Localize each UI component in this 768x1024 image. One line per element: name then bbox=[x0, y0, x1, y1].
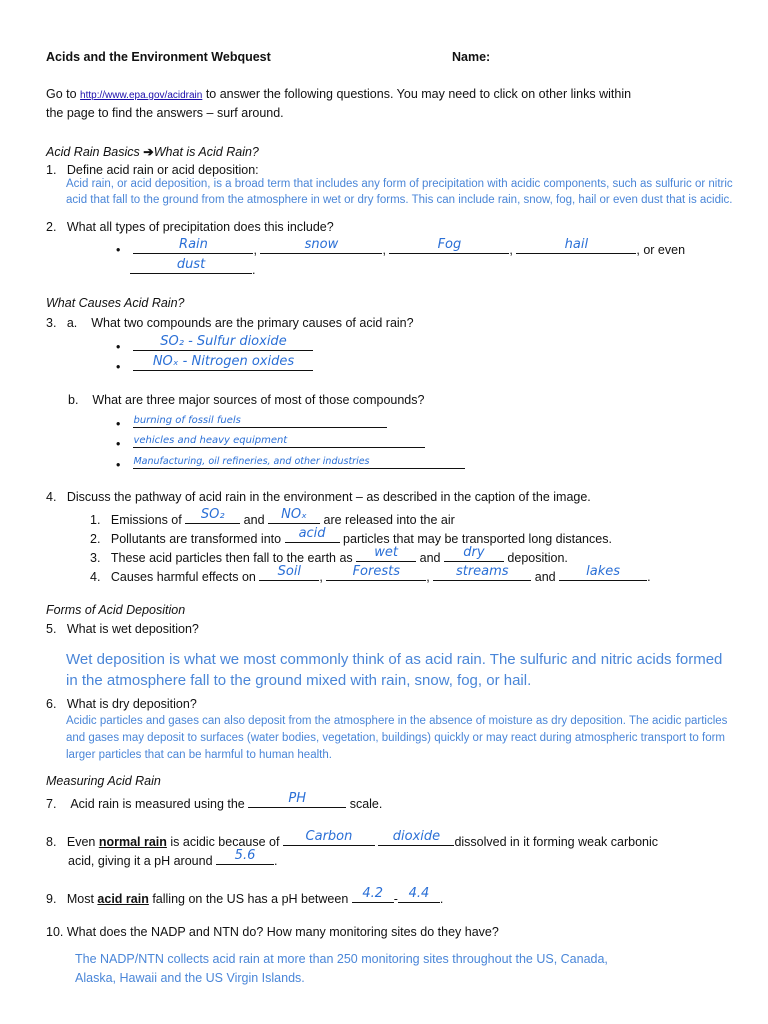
period: . bbox=[439, 892, 444, 906]
q8-text: Even bbox=[66, 835, 99, 849]
q4-answer-streams: streams bbox=[455, 564, 509, 579]
q8-bold: normal rain bbox=[98, 835, 167, 849]
q2-answer-2: snow bbox=[304, 237, 339, 252]
q4-answer-acid: acid bbox=[298, 526, 326, 541]
q9-blank-2 bbox=[398, 888, 440, 903]
q4-item-2 bbox=[90, 528, 612, 546]
q3-a-label: a. bbox=[66, 316, 78, 330]
section-heading-measuring: Measuring Acid Rain bbox=[46, 774, 161, 788]
q4-blank-soil bbox=[259, 566, 319, 581]
comma: , bbox=[253, 243, 257, 257]
q3b-blank-2 bbox=[133, 433, 425, 448]
q3b-answer-text-2: vehicles and heavy equipment bbox=[133, 435, 288, 446]
q3a-answer-2 bbox=[116, 356, 313, 374]
q3b-answer-3 bbox=[116, 454, 465, 472]
q10-text: What does the NADP and NTN do? How many monitoring sites do they have? bbox=[66, 925, 499, 939]
q7-blank bbox=[248, 793, 346, 808]
question-2 bbox=[46, 220, 334, 234]
bullet-icon: • bbox=[116, 243, 121, 257]
q4-item-text: and bbox=[416, 551, 444, 565]
intro-suffix: to answer the following questions. You may need to click on other links within bbox=[202, 87, 632, 101]
question-10 bbox=[46, 925, 499, 939]
q4-number: 4. bbox=[46, 490, 57, 504]
intro-prefix: Go to bbox=[46, 87, 81, 101]
q8-blank-3 bbox=[216, 850, 274, 865]
period: . bbox=[274, 854, 278, 868]
q6-number: 6. bbox=[46, 697, 57, 711]
q7-number: 7. bbox=[46, 797, 57, 811]
q4-answer-wet: wet bbox=[374, 545, 398, 560]
q4-blank-acid bbox=[285, 528, 340, 543]
q4-item-text: and bbox=[531, 570, 560, 584]
q8-answer-2: dioxide bbox=[392, 829, 441, 844]
q4-text: Discuss the pathway of acid rain in the environment – as described in the caption of the image. bbox=[66, 490, 591, 504]
question-4 bbox=[46, 490, 591, 504]
q2-answer-4: hail bbox=[564, 237, 589, 252]
q4-item-number: 2. bbox=[90, 532, 101, 546]
q4-item-text: Causes harmful effects on bbox=[110, 570, 260, 584]
q4-item-text: deposition. bbox=[503, 551, 568, 565]
question-9 bbox=[46, 888, 443, 906]
epa-link[interactable]: http://www.epa.gov/acidrain bbox=[80, 90, 203, 101]
q4-answer-lakes: lakes bbox=[586, 564, 621, 579]
question-8-line-2 bbox=[68, 850, 278, 868]
q2-answer-5: dust bbox=[176, 257, 206, 272]
q2-text: What all types of precipitation does this include? bbox=[66, 220, 334, 234]
q3a-answer-text-2: NOₓ - Nitrogen oxides bbox=[152, 354, 295, 369]
q4-item-text: and bbox=[240, 513, 269, 527]
q8-text: is acidic because of bbox=[166, 835, 283, 849]
comma: , bbox=[382, 243, 386, 257]
arrow-icon: ➔ bbox=[143, 145, 154, 159]
period: . bbox=[252, 263, 256, 277]
section-heading-forms: Forms of Acid Deposition bbox=[46, 603, 186, 617]
worksheet-title: Acids and the Environment Webquest bbox=[46, 50, 271, 64]
q4-item-text: are released into the air bbox=[320, 513, 455, 527]
q2-answer-line-2 bbox=[130, 259, 255, 277]
q6-text: What is dry deposition? bbox=[66, 697, 197, 711]
bullet-icon: • bbox=[116, 340, 121, 354]
q8-number: 8. bbox=[46, 835, 57, 849]
q4-item-number: 4. bbox=[90, 570, 101, 584]
q2-answer-3: Fog bbox=[437, 237, 462, 252]
q8-text: dissolved in it forming weak carbonic bbox=[454, 835, 659, 849]
heading-part-a: Acid Rain Basics bbox=[46, 145, 144, 159]
question-6 bbox=[46, 697, 197, 711]
q4-item-3 bbox=[90, 547, 568, 565]
q3b-blank-3 bbox=[133, 454, 465, 469]
q10-answer: The NADP/NTN collects acid rain at more than 250 monitoring sites throughout the US, Canada, Alaska, Hawaii and the US Virgin Islands. bbox=[75, 952, 608, 985]
q4-answer-so2: SO₂ bbox=[200, 507, 225, 522]
q3b-answer-1 bbox=[116, 413, 387, 431]
question-3b bbox=[68, 393, 424, 407]
q4-blank-lakes bbox=[559, 566, 647, 581]
q7-text: Acid rain is measured using the bbox=[70, 797, 249, 811]
section-heading-basics bbox=[46, 144, 259, 159]
or-even-text: , or even bbox=[636, 243, 686, 257]
q3b-answer-2 bbox=[116, 433, 425, 451]
intro-line-2: the page to find the answers – surf around. bbox=[46, 106, 284, 120]
q1-text: Define acid rain or acid deposition: bbox=[66, 163, 259, 177]
q10-number: 10. bbox=[46, 925, 64, 939]
q9-bold: acid rain bbox=[97, 892, 149, 906]
q2-blank-3 bbox=[389, 239, 509, 254]
name-label: Name: bbox=[452, 50, 491, 64]
q3b-blank-1 bbox=[133, 413, 387, 428]
q4-answer-forests: Forests bbox=[352, 564, 400, 579]
q4-blank-dry bbox=[444, 547, 504, 562]
q4-item-1 bbox=[90, 509, 455, 527]
question-3a bbox=[46, 316, 414, 330]
section-heading-causes: What Causes Acid Rain? bbox=[46, 296, 185, 310]
heading-part-b: What is Acid Rain? bbox=[153, 145, 259, 159]
q9-text: Most bbox=[66, 892, 98, 906]
q4-item-number: 1. bbox=[90, 513, 101, 527]
q6-answer: Acidic particles and gases can also deposit from the atmosphere in the absence of moisture as dry deposition. The acidic particles and gases may deposit to surfaces (water bodies, vegetation, buildings) quickly or may react during atmospheric transport to form larger particles that can be harmful to human health. bbox=[66, 715, 728, 761]
q5-text: What is wet deposition? bbox=[66, 622, 199, 636]
q3-number: 3. bbox=[46, 316, 57, 330]
q3-b-label: b. bbox=[68, 393, 79, 407]
q4-blank-forests bbox=[326, 566, 426, 581]
q8-blank-1 bbox=[283, 831, 375, 846]
question-7 bbox=[46, 793, 382, 811]
q4-blank-nox bbox=[268, 509, 320, 524]
question-5 bbox=[46, 622, 199, 636]
comma: , bbox=[509, 243, 513, 257]
q2-answer-1: Rain bbox=[179, 237, 208, 252]
q4-answer-soil: Soil bbox=[277, 564, 302, 579]
q9-answer-2: 4.4 bbox=[408, 886, 430, 901]
q9-answer-1: 4.2 bbox=[362, 886, 384, 901]
q2-blank-1 bbox=[133, 239, 253, 254]
q4-item-number: 3. bbox=[90, 551, 101, 565]
bullet-icon: • bbox=[116, 360, 121, 374]
q3a-answer-1 bbox=[116, 336, 313, 354]
question-8 bbox=[46, 831, 658, 849]
q3-a-text: What two compounds are the primary causes of acid rain? bbox=[91, 316, 414, 330]
q2-answer-line-1 bbox=[116, 239, 685, 257]
q9-number: 9. bbox=[46, 892, 57, 906]
q8-text: acid, giving it a pH around bbox=[68, 854, 217, 868]
q4-item-text: Emissions of bbox=[110, 513, 186, 527]
q4-item-text: particles that may be transported long distances. bbox=[339, 532, 612, 546]
q8-answer-3: 5.6 bbox=[234, 848, 256, 863]
q4-item-text: These acid particles then fall to the earth as bbox=[110, 551, 357, 565]
dash: - bbox=[393, 892, 398, 906]
intro-line bbox=[46, 87, 631, 101]
bullet-icon: • bbox=[116, 458, 121, 472]
q3b-answer-text-1: burning of fossil fuels bbox=[133, 415, 241, 426]
q5-answer: Wet deposition is what we most commonly think of as acid rain. The sulfuric and nitric acids formed in the atmosphere fall to the ground mixed with rain, snow, fog, or hail. bbox=[66, 651, 723, 689]
q1-number: 1. bbox=[46, 163, 57, 177]
q3-b-text: What are three major sources of most of those compounds? bbox=[92, 393, 425, 407]
period: . bbox=[647, 570, 651, 584]
q4-item-text: Pollutants are transformed into bbox=[110, 532, 285, 546]
q7-end: scale. bbox=[346, 797, 383, 811]
q3b-answer-text-3: Manufacturing, oil refineries, and other industries bbox=[133, 456, 370, 467]
q7-answer: PH bbox=[288, 791, 307, 806]
comma: , bbox=[426, 570, 430, 584]
q8-answer-1: Carbon bbox=[305, 829, 353, 844]
q3a-blank-2 bbox=[133, 356, 313, 371]
q5-number: 5. bbox=[46, 622, 57, 636]
q2-blank-4 bbox=[516, 239, 636, 254]
q3a-answer-text-1: SO₂ - Sulfur dioxide bbox=[160, 334, 287, 349]
q9-text: falling on the US has a pH between bbox=[148, 892, 352, 906]
q1-answer: Acid rain, or acid deposition, is a broad term that includes any form of precipitation with acidic components, such as sulfuric or nitric acid that fall to the ground from the atmosphere in wet or dry forms. This can include rain, snow, fog, hail or even dust that is acidic. bbox=[66, 178, 733, 206]
q2-blank-5 bbox=[130, 259, 252, 274]
q2-blank-2 bbox=[260, 239, 382, 254]
comma: , bbox=[319, 570, 323, 584]
q4-answer-dry: dry bbox=[463, 545, 485, 560]
q4-item-4 bbox=[90, 566, 651, 584]
q2-number: 2. bbox=[46, 220, 57, 234]
q9-blank-1 bbox=[352, 888, 394, 903]
bullet-icon: • bbox=[116, 437, 121, 451]
q4-answer-nox: NOₓ bbox=[281, 507, 307, 522]
q4-blank-wet bbox=[356, 547, 416, 562]
q3a-blank-1 bbox=[133, 336, 313, 351]
q4-blank-streams bbox=[433, 566, 531, 581]
q4-blank-so2 bbox=[185, 509, 240, 524]
bullet-icon: • bbox=[116, 417, 121, 431]
q8-blank-2 bbox=[378, 831, 454, 846]
question-1 bbox=[46, 163, 259, 177]
